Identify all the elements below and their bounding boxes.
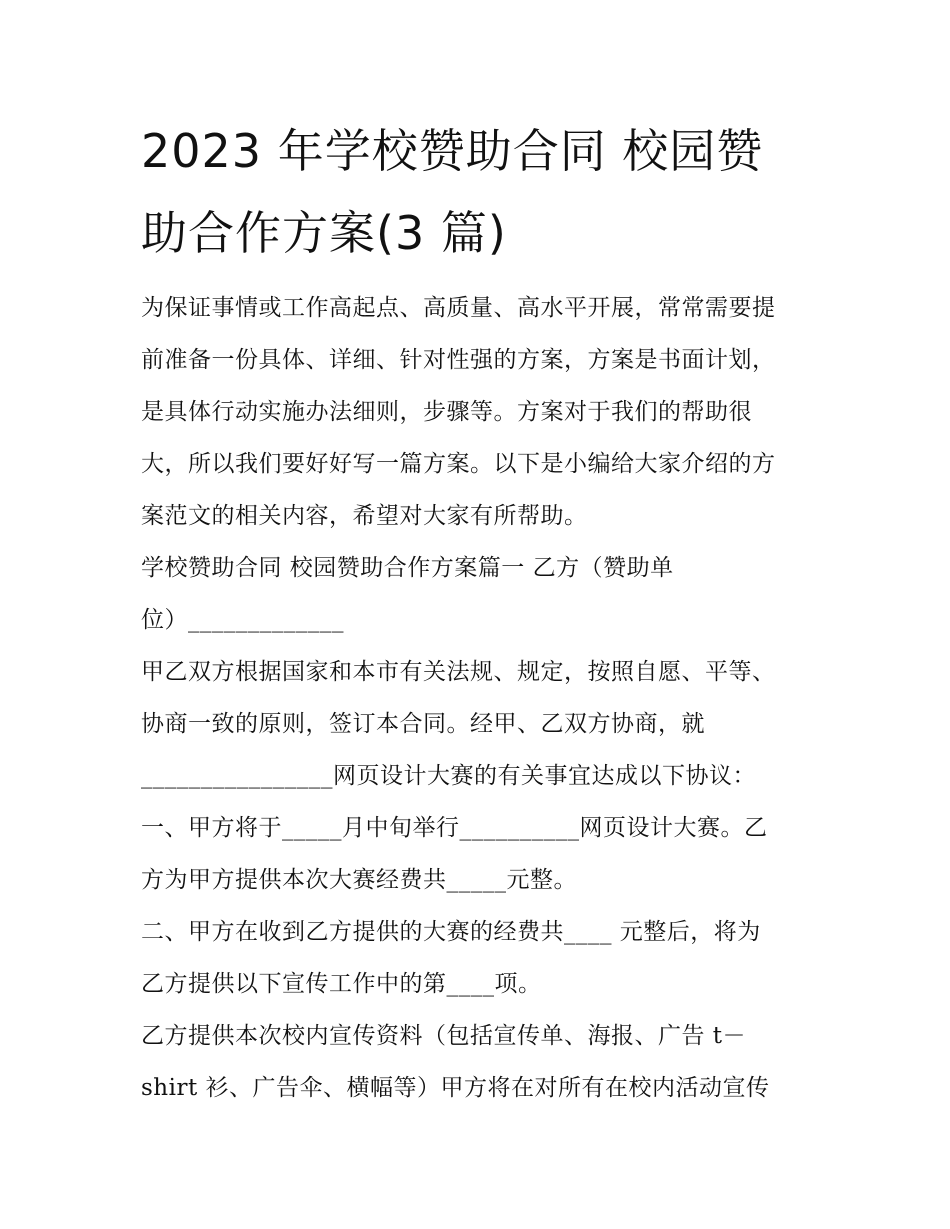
document-page	[141, 110, 821, 1114]
text-line: 协商一致的原则，签订本合同。经甲、乙双方协商，就	[141, 711, 705, 737]
text-line: 位）_____________	[141, 607, 344, 633]
title-line-1: 2023 年学校赞助合同 校园赞	[141, 124, 764, 178]
text-line: 是具体行动实施办法细则，步骤等。方案对于我们的帮助很	[141, 399, 752, 425]
text-line: 大，所以我们要好好写一篇方案。以下是小编给大家介绍的方	[141, 451, 776, 477]
text-line: 方为甲方提供本次大赛经费共_____元整。	[141, 867, 577, 893]
promotion-paragraph	[141, 1010, 821, 1114]
agreement-paragraph	[141, 646, 821, 802]
text-line: 乙方提供本次校内宣传资料（包括宣传单、海报、广告 t－	[141, 1023, 747, 1049]
clause-two-paragraph	[141, 906, 821, 1010]
text-line: 二、甲方在收到乙方提供的大赛的经费共____ 元整后，将为	[141, 919, 761, 945]
clause-one-paragraph	[141, 802, 821, 906]
document-title	[141, 110, 821, 274]
text-line: 一、甲方将于_____月中旬举行__________网页设计大赛。乙	[141, 815, 768, 841]
text-line: 乙方提供以下宣传工作中的第____项。	[141, 971, 542, 997]
text-line: 案范文的相关内容，希望对大家有所帮助。	[141, 503, 588, 529]
text-line: shirt 衫、广告伞、横幅等）甲方将在对所有在校内活动宣传	[141, 1075, 770, 1101]
title-line-2: 助合作方案(3 篇)	[141, 206, 507, 260]
text-line: ________________网页设计大赛的有关事宜达成以下协议：	[141, 763, 756, 789]
intro-paragraph	[141, 282, 821, 542]
text-line: 学校赞助合同 校园赞助合作方案篇一 乙方（赞助单	[141, 555, 674, 581]
text-line: 甲乙双方根据国家和本市有关法规、规定，按照自愿、平等、	[141, 659, 776, 685]
text-line: 为保证事情或工作高起点、高质量、高水平开展，常常需要提	[141, 295, 776, 321]
section-heading-paragraph	[141, 542, 821, 646]
text-line: 前准备一份具体、详细、针对性强的方案，方案是书面计划，	[141, 347, 776, 373]
